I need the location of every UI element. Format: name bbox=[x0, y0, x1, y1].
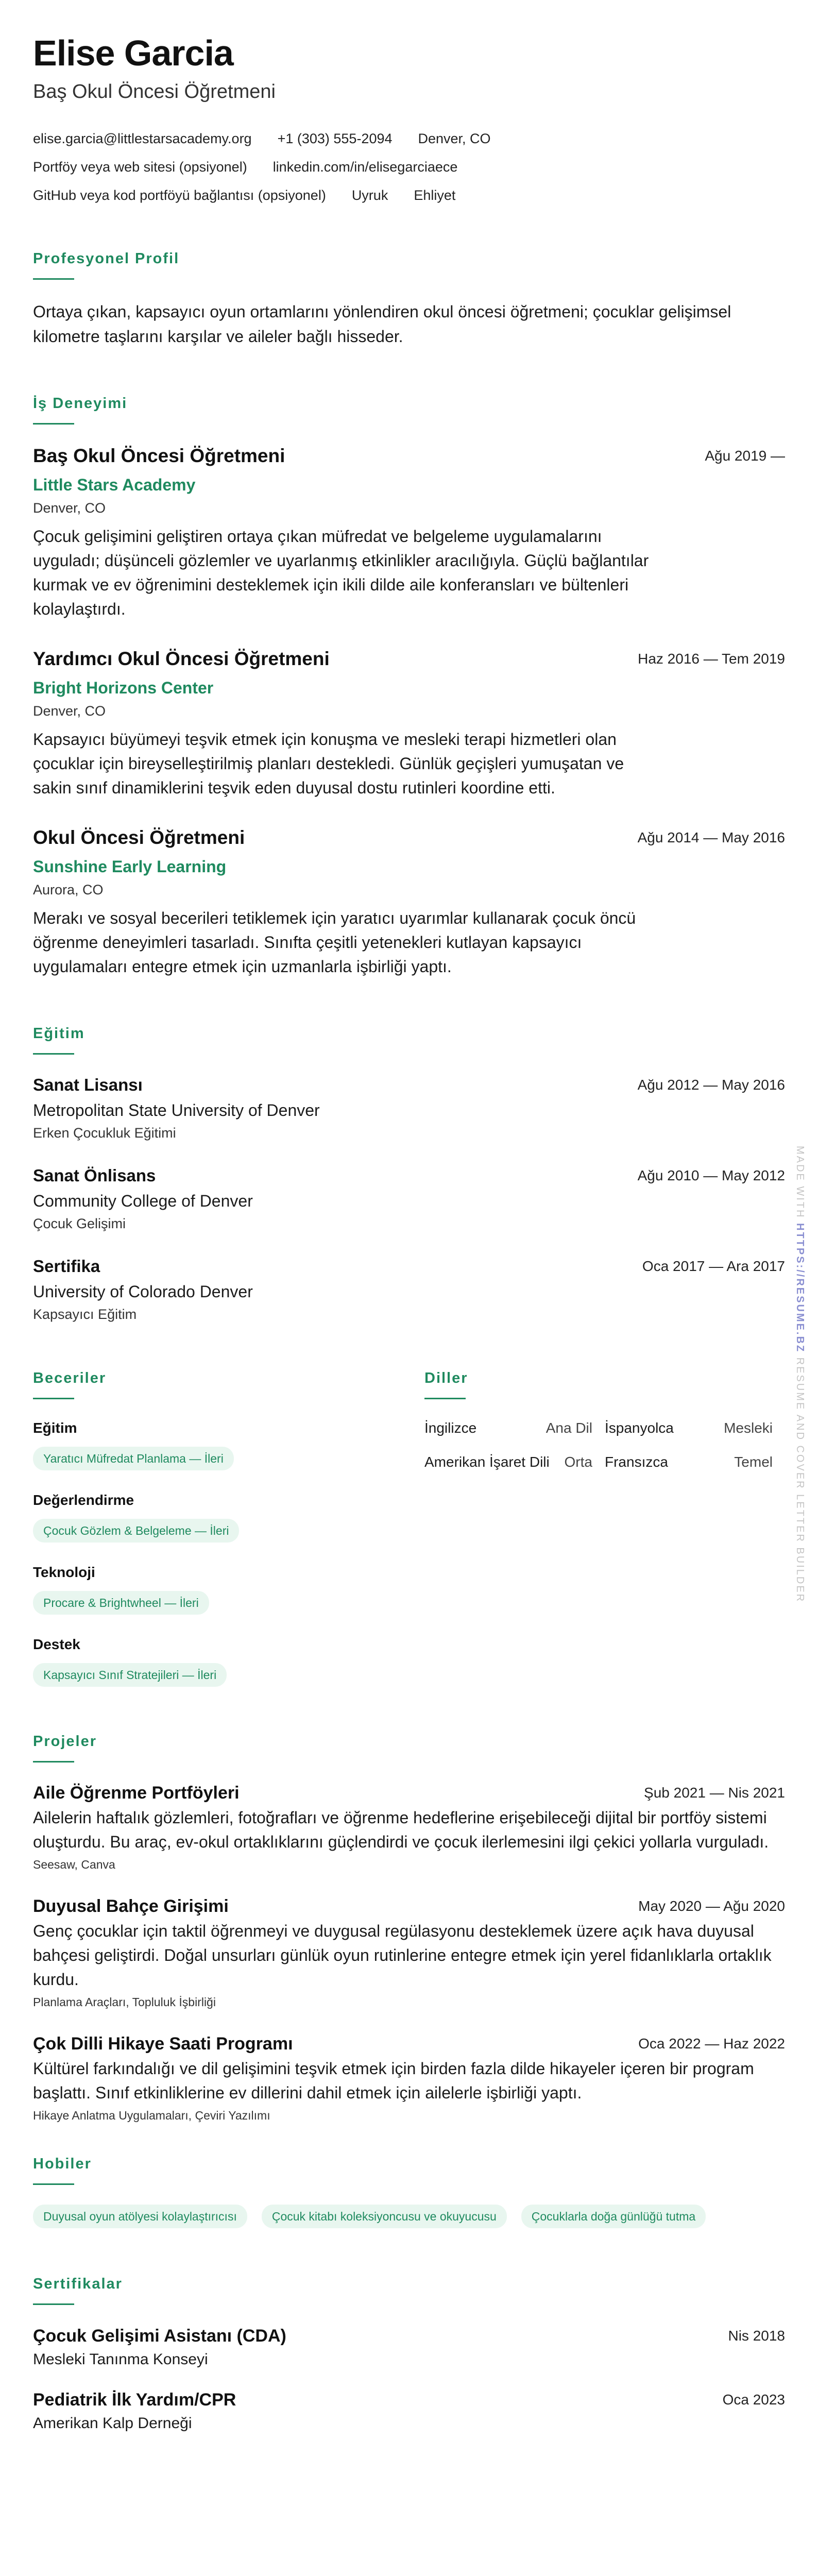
skill-chip: Yaratıcı Müfredat Planlama — İleri bbox=[33, 1447, 234, 1470]
section-title-certifications: Sertifikalar bbox=[33, 2276, 123, 2292]
education-degree: Sanat Önlisans bbox=[33, 1166, 156, 1185]
language-name: İspanyolca bbox=[605, 1420, 674, 1436]
section-title-languages: Diller bbox=[424, 1370, 468, 1386]
language-item bbox=[605, 1453, 785, 1471]
project-description: Kültürel farkındalığı ve dil gelişimini teşvik etmek için birden fazla dilde hikayeler içeren bir program başlattı. Sınıf etkinliklerine ev dillerini dahil etmek için ailelerle işbirliği yaptı. bbox=[33, 2059, 754, 2102]
language-name: Fransızca bbox=[605, 1454, 668, 1470]
project-description: Genç çocuklar için taktil öğrenmeyi ve duygusal regülasyonu desteklemek üzere açık hava duyusal bahçesi geliştirdi. Doğal unsurları günlük oyun rutinlerine entegre etmek için yerel fidanlıklarla ortaklık kurdu. bbox=[33, 1922, 772, 1989]
contact-row-2 bbox=[33, 158, 785, 176]
job-description: Merakı ve sosyal becerileri tetiklemek için yaratıcı uyarımlar kullanarak çocuk öncü öğrenme deneyimleri tasarladı. Sınıfta çeşitli yetenekleri kutlayan kapsayıcı uygulamaları entegre etmek için uzmanlarla işbirliği yaptı. bbox=[33, 909, 636, 976]
certification-issuer: Amerikan Kalp Derneği bbox=[33, 2415, 192, 2432]
section-title-skills: Beceriler bbox=[33, 1370, 107, 1386]
project-description: Ailelerin haftalık gözlemleri, fotoğrafları ve öğrenme hedeflerine erişebileceği dijital bir portföy sistemi oluşturdu. Bu araç, ev-okul ortaklıklarını güçlendirdi ve çocuk ilerlemesini ilgi çekici yollarla vurguladı. bbox=[33, 1808, 769, 1851]
project-title: Çok Dilli Hikaye Saati Programı bbox=[33, 2034, 293, 2054]
builder-watermark bbox=[794, 1146, 806, 1603]
job-date: Ağu 2019 — bbox=[705, 448, 785, 464]
resume-header bbox=[33, 31, 785, 204]
job-company: Sunshine Early Learning bbox=[33, 857, 227, 876]
section-divider bbox=[33, 278, 74, 280]
section-title-projects: Projeler bbox=[33, 1733, 97, 1750]
certification-date: Nis 2018 bbox=[728, 2328, 785, 2344]
profile-section bbox=[33, 249, 785, 349]
education-school: Community College of Denver bbox=[33, 1192, 253, 1210]
skill-group bbox=[33, 1419, 424, 1470]
project-entry bbox=[33, 1895, 785, 2010]
job-description: Çocuk gelişimini geliştiren ortaya çıkan müfredat ve belgeleme uygulamalarını uyguladı; düşünceli gözlemler ve uyarlanmış etkinlikler aracılığıyla. Güçlü bağlantılar kurmak ve ev öğrenimini desteklemek için ikili dilde aile konferansları ve bültenleri kolaylaştırdı. bbox=[33, 527, 649, 618]
hobby-chip: Duyusal oyun atölyesi kolaylaştırıcısı bbox=[33, 2205, 247, 2228]
certification-entry bbox=[33, 2325, 785, 2370]
certification-date: Oca 2023 bbox=[722, 2392, 785, 2408]
job-location: Aurora, CO bbox=[33, 882, 104, 897]
project-date: Şub 2021 — Nis 2021 bbox=[644, 1785, 785, 1801]
contact-license: Ehliyet bbox=[414, 188, 456, 203]
job-location: Denver, CO bbox=[33, 500, 106, 516]
skills-section bbox=[33, 1369, 424, 1707]
language-name: Amerikan İşaret Dili bbox=[424, 1454, 550, 1470]
job-description: Kapsayıcı büyümeyi teşvik etmek için konuşma ve mesleki terapi hizmetleri olan çocuklar için bireyselleştirilmiş planları destekledi. Günlük geçişleri yumuşatan ve sakin sınıf dinamiklerini teşvik eden duyusal dostu rutinleri koordine etti. bbox=[33, 730, 624, 797]
education-section bbox=[33, 1024, 785, 1324]
job-entry bbox=[33, 444, 785, 621]
project-entry bbox=[33, 1782, 785, 1873]
education-degree: Sanat Lisansı bbox=[33, 1075, 143, 1094]
education-entry bbox=[33, 1074, 785, 1142]
project-tools: Planlama Araçları, Topluluk İşbirliği bbox=[33, 1995, 216, 2009]
contact-row-3 bbox=[33, 187, 785, 204]
language-name: İngilizce bbox=[424, 1420, 477, 1436]
hobby-chip: Çocuklarla doğa günlüğü tutma bbox=[521, 2205, 706, 2228]
section-divider bbox=[33, 1053, 74, 1055]
candidate-title: Baş Okul Öncesi Öğretmeni bbox=[33, 81, 276, 103]
candidate-name: Elise Garcia bbox=[33, 33, 233, 73]
education-school: University of Colorado Denver bbox=[33, 1282, 253, 1301]
contact-portfolio[interactable]: Portföy veya web sitesi (opsiyonel) bbox=[33, 159, 247, 175]
project-title: Duyusal Bahçe Girişimi bbox=[33, 1896, 229, 1916]
contact-email[interactable]: elise.garcia@littlestarsacademy.org bbox=[33, 131, 252, 146]
skill-group bbox=[33, 1635, 424, 1687]
skill-chip: Çocuk Gözlem & Belgeleme — İleri bbox=[33, 1519, 239, 1543]
contact-linkedin[interactable]: linkedin.com/in/elisegarciaece bbox=[272, 159, 458, 175]
language-level: Orta bbox=[564, 1454, 592, 1470]
skills-languages-row bbox=[33, 1369, 785, 1707]
section-title-profile: Profesyonel Profil bbox=[33, 250, 180, 267]
section-divider bbox=[33, 1761, 74, 1762]
section-title-experience: İş Deneyimi bbox=[33, 395, 128, 412]
job-company: Bright Horizons Center bbox=[33, 679, 214, 697]
skill-chip: Kapsayıcı Sınıf Stratejileri — İleri bbox=[33, 1663, 227, 1687]
languages-section bbox=[424, 1369, 785, 1707]
skill-group bbox=[33, 1563, 424, 1615]
contact-row-1 bbox=[33, 130, 785, 147]
job-entry bbox=[33, 826, 785, 979]
contact-github[interactable]: GitHub veya kod portföyü bağlantısı (opsiyonel) bbox=[33, 188, 326, 203]
certification-name: Çocuk Gelişimi Asistanı (CDA) bbox=[33, 2326, 286, 2346]
section-divider bbox=[33, 2303, 74, 2305]
project-date: Oca 2022 — Haz 2022 bbox=[638, 2036, 785, 2052]
watermark-suffix: RESUME AND COVER LETTER BUILDER bbox=[794, 1357, 806, 1603]
profile-summary: Ortaya çıkan, kapsayıcı oyun ortamlarını yönlendiren okul öncesi öğretmeni; çocuklar gelişimsel kilometre taşlarını karşılar ve aileler bağlı hisseder. bbox=[33, 302, 731, 346]
certification-name: Pediatrik İlk Yardım/CPR bbox=[33, 2390, 236, 2410]
job-date: Ağu 2014 — May 2016 bbox=[637, 829, 785, 845]
language-level: Ana Dil bbox=[546, 1420, 592, 1436]
languages-grid bbox=[424, 1419, 785, 1471]
job-entry bbox=[33, 647, 785, 800]
hobbies-list bbox=[33, 2205, 785, 2228]
contact-phone[interactable]: +1 (303) 555-2094 bbox=[277, 131, 393, 146]
project-tools: Seesaw, Canva bbox=[33, 1858, 115, 1871]
section-divider bbox=[424, 1398, 466, 1399]
project-entry bbox=[33, 2033, 785, 2124]
language-item bbox=[424, 1419, 605, 1437]
skill-category: Eğitim bbox=[33, 1420, 77, 1436]
experience-section bbox=[33, 394, 785, 979]
job-title: Yardımcı Okul Öncesi Öğretmeni bbox=[33, 648, 330, 669]
education-field: Kapsayıcı Eğitim bbox=[33, 1307, 137, 1322]
education-field: Çocuk Gelişimi bbox=[33, 1216, 126, 1231]
project-tools: Hikaye Anlatma Uygulamaları, Çeviri Yazılımı bbox=[33, 2109, 270, 2122]
job-date: Haz 2016 — Tem 2019 bbox=[638, 651, 785, 667]
education-school: Metropolitan State University of Denver bbox=[33, 1101, 320, 1120]
section-divider bbox=[33, 423, 74, 425]
language-level: Temel bbox=[734, 1454, 773, 1470]
skill-category: Destek bbox=[33, 1636, 80, 1652]
certification-issuer: Mesleki Tanınma Konseyi bbox=[33, 2351, 208, 2368]
resume-content bbox=[33, 31, 785, 2452]
skill-category: Teknoloji bbox=[33, 1564, 95, 1580]
job-title: Baş Okul Öncesi Öğretmeni bbox=[33, 445, 285, 466]
project-title: Aile Öğrenme Portföyleri bbox=[33, 1783, 240, 1803]
contact-location: Denver, CO bbox=[418, 131, 491, 146]
education-date: Ağu 2012 — May 2016 bbox=[637, 1077, 785, 1093]
language-level: Mesleki bbox=[724, 1420, 773, 1436]
section-divider bbox=[33, 1398, 74, 1399]
skill-category: Değerlendirme bbox=[33, 1492, 134, 1508]
education-entry bbox=[33, 1165, 785, 1233]
certifications-section bbox=[33, 2275, 785, 2434]
job-title: Okul Öncesi Öğretmeni bbox=[33, 827, 245, 848]
project-date: May 2020 — Ağu 2020 bbox=[638, 1898, 785, 1914]
education-date: Oca 2017 — Ara 2017 bbox=[642, 1258, 785, 1274]
watermark-prefix: MADE WITH bbox=[794, 1146, 806, 1219]
language-item bbox=[605, 1419, 785, 1437]
watermark-link[interactable]: HTTPS://RESUME.BZ bbox=[794, 1223, 806, 1353]
projects-section bbox=[33, 1732, 785, 2124]
skill-chip: Procare & Brightwheel — İleri bbox=[33, 1591, 209, 1615]
job-company: Little Stars Academy bbox=[33, 476, 196, 494]
section-title-hobbies: Hobiler bbox=[33, 2156, 92, 2172]
education-field: Erken Çocukluk Eğitimi bbox=[33, 1125, 176, 1141]
certification-entry bbox=[33, 2388, 785, 2434]
job-location: Denver, CO bbox=[33, 703, 106, 719]
education-degree: Sertifika bbox=[33, 1257, 100, 1276]
hobby-chip: Çocuk kitabı koleksiyoncusu ve okuyucusu bbox=[262, 2205, 507, 2228]
education-date: Ağu 2010 — May 2012 bbox=[637, 1167, 785, 1183]
section-divider bbox=[33, 2183, 74, 2185]
section-title-education: Eğitim bbox=[33, 1025, 85, 1042]
education-entry bbox=[33, 1256, 785, 1324]
hobbies-section bbox=[33, 2155, 785, 2228]
language-item bbox=[424, 1453, 605, 1471]
contact-nationality: Uyruk bbox=[351, 188, 388, 203]
skill-group bbox=[33, 1491, 424, 1543]
